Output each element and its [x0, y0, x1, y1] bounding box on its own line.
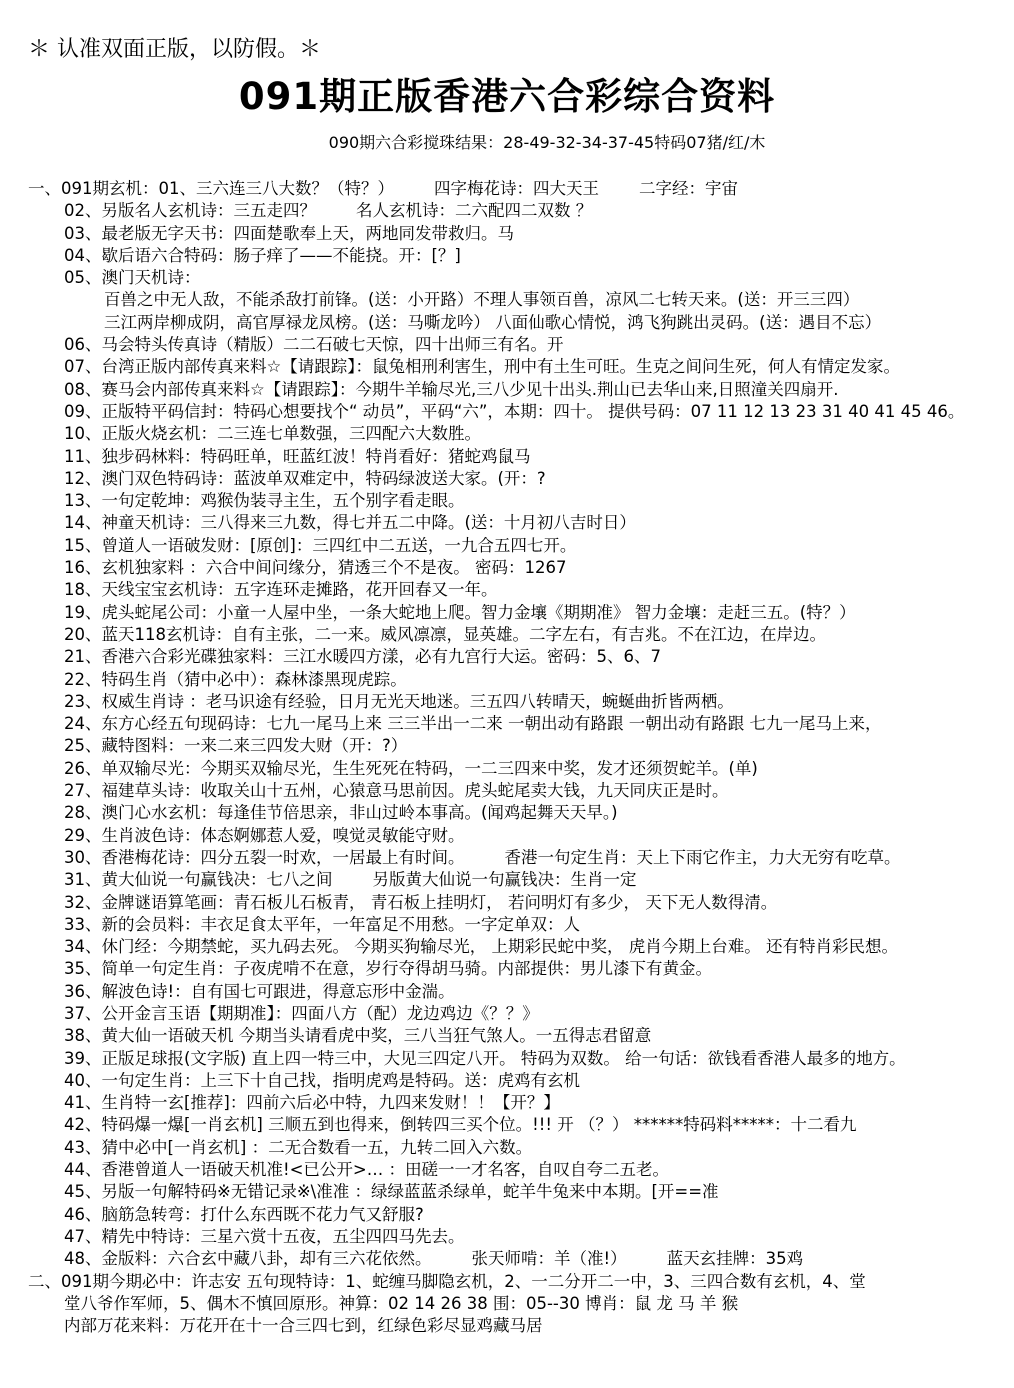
content-line — [28, 1159, 998, 1181]
line-segment: 14、神童天机诗：三八得来三九数，得七并五二中降。(送：十月初八吉时日） — [64, 513, 636, 533]
content-line — [28, 579, 998, 601]
line-segment: 30、香港梅花诗：四分五裂一时欢，一居最上有时间。 — [64, 847, 465, 867]
content-line — [28, 1315, 998, 1337]
content-line — [28, 1248, 998, 1270]
line-segment: 07、台湾正版内部传真来料☆【请跟踪】：鼠兔相刑利害生，刑中有土生可旺。生克之间问生死，何人有情定发家。 — [64, 357, 901, 377]
line-segment: 15、曾道人一语破发财：[原创]：三四红中二五送，一九合五四七开。 — [64, 535, 577, 555]
content-line — [28, 869, 998, 891]
content-line — [28, 825, 998, 847]
line-segment: 堂八爷作军师，5、偶木不慎回原形。神算：02 14 26 38 围：05--30 博肖：鼠 龙 马 羊 猴 — [64, 1293, 739, 1313]
content-line — [28, 245, 998, 267]
content-line — [28, 446, 998, 468]
line-segment: 48、金版料：六合玄中藏八卦，却有三六花依然。 — [64, 1249, 432, 1269]
line-segment: 20、蓝天118玄机诗：自有主张，二一来。威风凛凛，显英雄。二字左右，有吉兆。不在江边，在岸边。 — [64, 624, 826, 644]
line-segment: 名人玄机诗：二六配四二双数 ？ — [356, 201, 593, 221]
line-segment: 06、马会特头传真诗（精版）二二石破七天惊，四十出师三有名。开 — [64, 335, 564, 355]
content-line — [28, 758, 998, 780]
line-segment: 28、澳门心水玄机：每逢佳节倍思亲，非山过岭本事高。(闻鸡起舞天天早。) — [64, 803, 618, 823]
content-line — [28, 468, 998, 490]
line-segment: 02、另版名人玄机诗：三五走四？ — [64, 201, 316, 221]
line-segment: 另版黄大仙说一句赢钱决：生肖一定 — [372, 870, 637, 890]
content-line — [28, 646, 998, 668]
line-segment: 32、金牌谜语算笔画：青石板儿石板青， 青石板上挂明灯， 若问明灯有多少， 天下无人数得清。 — [64, 892, 778, 912]
content-line — [28, 802, 998, 824]
line-segment: 34、休门经：今期禁蛇，买九码去死。 今期买狗输尽光， 上期彩民蛇中奖， 虎肖今期上台难。 还有特肖彩民想。 — [64, 937, 898, 957]
line-segment: 四字梅花诗：四大天王 — [434, 179, 599, 198]
content-line — [28, 379, 998, 401]
line-segment: 百兽之中无人敌，不能杀敌打前锋。(送：小开路）不理人事领百兽，凉风二七转天来。(送：开三三四） — [104, 290, 860, 310]
line-segment: 内部万花来料：万花开在十一合三四七到，红绿色彩尽显鸡藏马居 — [64, 1316, 543, 1336]
line-segment: 23、权威生肖诗 ：老马识途有经验，日月无光天地迷。三五四八转晴天，蜿蜒曲折皆两栖。 — [64, 691, 734, 711]
content-line — [28, 1181, 998, 1203]
content-line — [28, 691, 998, 713]
line-segment: 47、精先中特诗：三星六赏十五夜，五尘四四马先去。 — [64, 1226, 465, 1246]
content-line — [28, 602, 998, 624]
content-line — [28, 557, 998, 579]
content-line — [28, 1114, 998, 1136]
line-segment: 香港一句定生肖：天上下雨它作主，力大无穷有吃草。 — [504, 847, 901, 867]
line-segment: 03、最老版无字天书：四面楚歌奉上天，两地同发带救归。马 — [64, 223, 514, 243]
line-segment: 31、黄大仙说一句赢钱决：七八之间 — [64, 870, 333, 890]
line-segment: 46、脑筋急转弯：打什么东西既不花力气又舒服? — [64, 1204, 424, 1224]
line-segment: 12、澳门双色特码诗：蓝波单双难定中，特码绿波送大家。(开：? — [64, 468, 546, 488]
content-line — [28, 535, 998, 557]
line-segment: 43、猜中必中[一肖玄机] ：二无合数看一五，九转二回入六数。 — [64, 1137, 533, 1157]
line-segment: 04、歇后语六合特码：肠子痒了——不能挠。开：[？] — [64, 245, 461, 265]
content-line — [28, 223, 998, 245]
content-line — [28, 1204, 998, 1226]
line-segment: 05、澳门天机诗： — [64, 268, 201, 288]
content-line — [28, 624, 998, 646]
content-line — [28, 1137, 998, 1159]
page-title: 091期正版香港六合彩综合资料 — [238, 75, 776, 118]
line-segment: 张天师啃：羊（准!） — [471, 1249, 627, 1269]
line-segment: 22、特码生肖（猜中必中）：森林漆黑现虎踪。 — [64, 669, 407, 689]
line-segment: 19、虎头蛇尾公司：小童一人屋中坐，一条大蛇地上爬。智力金壤《期期准》 智力金壤：走赶三五。(特？） — [64, 602, 856, 622]
content-line — [28, 401, 998, 423]
line-segment: 11、独步码林料：特码旺单，旺蓝红波！特肖看好：猪蛇鸡鼠马 — [64, 446, 531, 466]
line-segment: 二字经：宇宙 — [639, 179, 738, 198]
line-segment: 24、东方心经五句现码诗：七九一尾马上来 三三半出一二来 一朝出动有路跟 一朝出动有路跟 七九一尾马上来， — [64, 714, 882, 734]
line-segment: 一、091期玄机：01、三六连三八大数？（特？） — [28, 179, 394, 198]
line-segment: 21、香港六合彩光碟独家料：三江水暖四方漾，必有九宫行大运。密码：5、6、7 — [64, 647, 661, 667]
line-segment: 二、091期今期必中：许志安 五句现特诗：1、蛇缠马脚隐玄机，2、一二分开二一中，3、三四合数有玄机，4、堂 — [28, 1271, 866, 1291]
line-segment: 三江两岸柳成阴，高官厚禄龙凤榜。(送：马嘶龙吟） 八面仙歌心情悦，鸿飞狗跳出灵码。(送：遇目不忘） — [104, 312, 882, 332]
content-line — [28, 958, 998, 980]
content-line — [28, 713, 998, 735]
line-segment: 08、赛马会内部传真来料☆【请跟踪】：今期牛羊输尽光,三八少见十出头.荆山已去华山来,日照潼关四扇开. — [64, 379, 839, 399]
line-segment: 38、黄大仙一语破天机 今期当头请看虎中奖，三八当狂气煞人。一五得志君留意 — [64, 1026, 652, 1046]
line-segment: 16、玄机独家料 ：六合中间问缘分，猜透三个不是夜。 密码：1267 — [64, 558, 567, 578]
line-segment: 41、生肖特一玄[推荐]：四前六后必中特，九四来发财！！【开？】 — [64, 1093, 560, 1113]
line-segment: 09、正版特平码信封：特码心想要找个“ 动员”，平码“六”，本期：四十。 提供号码：07 11 12 13 23 31 40 41 45 46。 — [64, 401, 965, 421]
content-line — [28, 1226, 998, 1248]
content-line — [28, 1271, 998, 1293]
draw-result: 090期六合彩搅珠结果：28-49-32-34-37-45特码07猪/红/木 — [328, 133, 766, 152]
content-line — [28, 356, 998, 378]
anti-counterfeit-notice: ＊ 认准双面正版，以防假。＊ — [28, 37, 321, 62]
content-line — [28, 1092, 998, 1114]
line-segment: 蓝天玄挂牌：35鸡 — [666, 1249, 804, 1269]
content-line — [28, 289, 998, 311]
line-segment: 29、生肖波色诗：体态婀娜惹人爱，嗅觉灵敏能守财。 — [64, 825, 465, 845]
line-segment: 26、单双输尽光：今期买双输尽光，生生死死在特码，一二三四来中奖，发才还须贺蛇羊。(单) — [64, 758, 758, 778]
content-line — [28, 512, 998, 534]
line-segment: 13、一句定乾坤：鸡猴伪装寻主生，五个别字看走眼。 — [64, 491, 465, 511]
content-line — [28, 1293, 998, 1315]
line-segment: 39、正版足球报(文字版) 直上四一特三中，大见三四定八开。 特码为双数。 给一句话：欲钱看香港人最多的地方。 — [64, 1048, 906, 1068]
content-line — [28, 981, 998, 1003]
line-segment: 18、天线宝宝玄机诗：五字连环走摊路，花开回春又一年。 — [64, 580, 498, 600]
content-line — [28, 1070, 998, 1092]
line-segment: 33、新的会员料：丰衣足食太平年，一年富足不用愁。一字定单双：人 — [64, 914, 580, 934]
line-segment: 37、公开金言玉语【期期准】：四面八方（配）龙边鸡边《？？》 — [64, 1003, 539, 1023]
content-line — [28, 1048, 998, 1070]
content-line — [28, 1025, 998, 1047]
line-segment: 35、简单一句定生肖：子夜虎啃不在意，岁行夺得胡马骑。内部提供：男儿漆下有黄金。 — [64, 959, 712, 979]
content-line — [28, 423, 998, 445]
line-segment: 25、藏特图料：一来二来三四发大财（开：?） — [64, 736, 408, 756]
line-segment: 42、特码爆一爆[一肖玄机] 三顺五到也得来，倒转四三买个位。!!! 开 （？） ******特码料*****：十二看九 — [64, 1115, 857, 1135]
content-line — [28, 780, 998, 802]
content-line — [28, 669, 998, 691]
content-line — [28, 312, 998, 334]
line-segment: 45、另版一句解特码※无错记录※\准准 ：绿绿蓝蓝杀绿单，蛇羊牛兔来中本期。[开==准 — [64, 1182, 719, 1202]
content-line — [28, 936, 998, 958]
content-line — [28, 1003, 998, 1025]
content-line — [28, 200, 998, 222]
content-line — [28, 914, 998, 936]
content-line — [28, 267, 998, 289]
content-list — [28, 178, 998, 1337]
line-segment: 44、香港曾道人一语破天机准!<已公开>… ：田磋一一才名客，自叹自夸二五老。 — [64, 1160, 670, 1180]
content-line — [28, 490, 998, 512]
content-line — [28, 334, 998, 356]
content-line — [28, 178, 998, 200]
line-segment: 36、解波色诗!：自有国七可跟进，得意忘形中金湍。 — [64, 981, 455, 1001]
content-line — [28, 847, 998, 869]
line-segment: 27、福建草头诗：收取关山十五州，心猿意马思前因。虎头蛇尾卖大钱，九天同庆正是时。 — [64, 781, 729, 801]
content-line — [28, 735, 998, 757]
line-segment: 40、一句定生肖：上三下十自己找，指明虎鸡是特码。送：虎鸡有玄机 — [64, 1070, 580, 1090]
line-segment: 10、正版火烧玄机：二三连七单数强，三四配六大数胜。 — [64, 424, 481, 444]
content-line — [28, 892, 998, 914]
